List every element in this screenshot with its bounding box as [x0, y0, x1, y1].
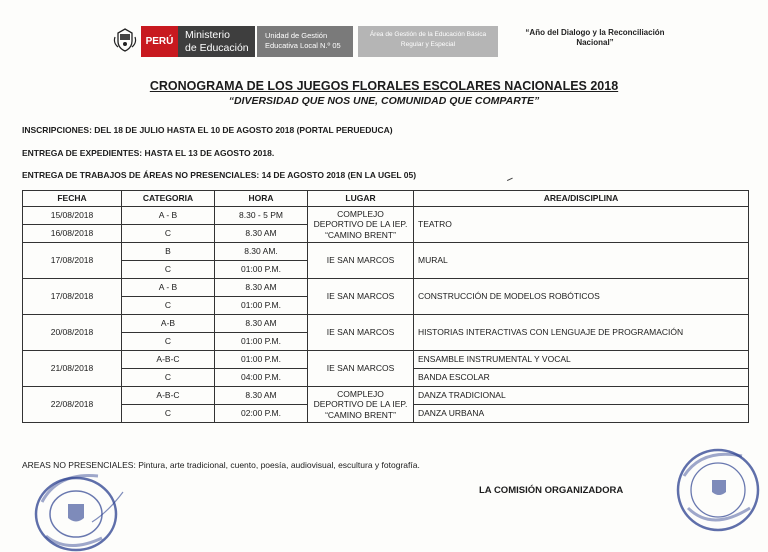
categoria-cell: C — [122, 261, 215, 279]
lugar-cell: IE SAN MARCOS — [308, 351, 414, 387]
inscripciones-info: INSCRIPCIONES: DEL 18 DE JULIO HASTA EL 10 DE AGOSTO 2018 (PORTAL PERUEDUCA) — [22, 125, 393, 135]
categoria-cell: A - B — [122, 279, 215, 297]
ministry-line-1: Ministerio — [185, 29, 230, 41]
hora-cell: 8.30 AM. — [215, 243, 308, 261]
table-header-row — [23, 191, 749, 207]
header-categoria: CATEGORIA — [122, 191, 215, 207]
categoria-cell: C — [122, 405, 215, 423]
fecha-cell: 22/08/2018 — [23, 387, 122, 423]
table-row — [23, 351, 749, 369]
lugar-cell: IE SAN MARCOS — [308, 279, 414, 315]
area-cell: CONSTRUCCIÓN DE MODELOS ROBÓTICOS — [414, 279, 749, 315]
expedientes-info: ENTREGA DE EXPEDIENTES: HASTA EL 13 DE AGOSTO 2018. — [22, 148, 275, 158]
area-cell: DANZA TRADICIONAL — [414, 387, 749, 405]
ugel-stamp-icon — [672, 442, 762, 536]
categoria-cell: B — [122, 243, 215, 261]
areas-note-text: Pintura, arte tradicional, cuento, poesía, audiovisual, escultura y fotografía. — [135, 460, 420, 470]
hora-cell: 8.30 AM — [215, 387, 308, 405]
ministry-label — [178, 26, 255, 57]
hora-cell: 8.30 AM — [215, 315, 308, 333]
categoria-cell: C — [122, 225, 215, 243]
categoria-cell: A-B-C — [122, 387, 215, 405]
ugel-line-2: Educativa Local N.º 05 — [265, 41, 341, 50]
area-cell: MURAL — [414, 243, 749, 279]
header-hora: HORA — [215, 191, 308, 207]
fecha-cell: 17/08/2018 — [23, 279, 122, 315]
lugar-cell: IE SAN MARCOS — [308, 315, 414, 351]
hora-cell: 01:00 P.M. — [215, 261, 308, 279]
area-line-1: Área de Gestión de la Educación Básica — [369, 31, 487, 38]
hora-cell: 8.30 AM — [215, 225, 308, 243]
header-area: AREA/DISCIPLINA — [414, 191, 749, 207]
lugar-line: “CAMINO BRENT” — [325, 409, 396, 420]
area-cell: DANZA URBANA — [414, 405, 749, 423]
lugar-line: “CAMINO BRENT” — [325, 229, 396, 240]
categoria-cell: A - B — [122, 207, 215, 225]
area-label — [358, 26, 498, 57]
lugar-cell: IE SAN MARCOS — [308, 243, 414, 279]
hora-cell: 01:00 P.M. — [215, 297, 308, 315]
lugar-line: DEPORTIVO DE LA IEP. — [313, 399, 408, 410]
lugar-line: DEPORTIVO DE LA IEP. — [313, 219, 408, 230]
trabajos-info: ENTREGA DE TRABAJOS DE ÁREAS NO PRESENCIALES: 14 DE AGOSTO 2018 (EN LA UGEL 05) — [22, 170, 417, 180]
pen-mark — [505, 174, 513, 181]
ugel-line-1: Unidad de Gestión — [265, 31, 328, 40]
peru-label: PERÚ — [141, 26, 178, 57]
categoria-cell: C — [122, 297, 215, 315]
fecha-cell: 17/08/2018 — [23, 243, 122, 279]
coat-of-arms-icon — [112, 27, 138, 53]
ugel-label — [257, 26, 353, 57]
area-cell: ENSAMBLE INSTRUMENTAL Y VOCAL — [414, 351, 749, 369]
table-row — [23, 315, 749, 333]
categoria-cell: C — [122, 333, 215, 351]
year-motto-line-2: Nacional” — [576, 38, 614, 47]
lugar-cell — [308, 207, 414, 243]
categoria-cell: A-B — [122, 315, 215, 333]
lugar-line: COMPLEJO — [337, 388, 384, 399]
schedule-table — [22, 190, 749, 423]
hora-cell: 8.30 - 5 PM — [215, 207, 308, 225]
table-row — [23, 387, 749, 405]
area-cell: BANDA ESCOLAR — [414, 369, 749, 387]
hora-cell: 8.30 AM — [215, 279, 308, 297]
table-row — [23, 279, 749, 297]
table-row — [23, 207, 749, 225]
area-line-2: Regular y Especial — [400, 40, 456, 48]
hora-cell: 01:00 P.M. — [215, 351, 308, 369]
document-subtitle: “DIVERSIDAD QUE NOS UNE, COMUNIDAD QUE COMPARTE” — [228, 95, 540, 107]
header-fecha: FECHA — [23, 191, 122, 207]
fecha-cell: 15/08/2018 — [23, 207, 122, 225]
categoria-cell: C — [122, 369, 215, 387]
table-row — [23, 243, 749, 261]
header-lugar: LUGAR — [308, 191, 414, 207]
area-cell: HISTORIAS INTERACTIVAS CON LENGUAJE DE PROGRAMACIÓN — [414, 315, 749, 351]
fecha-cell: 16/08/2018 — [23, 225, 122, 243]
commission-signature: LA COMISIÓN ORGANIZADORA — [479, 485, 624, 496]
area-cell: TEATRO — [414, 207, 749, 243]
hora-cell: 04:00 P.M. — [215, 369, 308, 387]
lugar-cell — [308, 387, 414, 423]
areas-note-label: AREAS NO PRESENCIALES: — [22, 460, 136, 470]
year-motto — [505, 28, 685, 48]
lugar-line: COMPLEJO — [337, 208, 384, 219]
ministry-line-2: de Educación — [185, 42, 249, 54]
hora-cell: 01:00 P.M. — [215, 333, 308, 351]
fecha-cell: 20/08/2018 — [23, 315, 122, 351]
year-motto-line-1: “Año del Dialogo y la Reconciliación — [525, 28, 665, 37]
document-title: CRONOGRAMA DE LOS JUEGOS FLORALES ESCOLARES NACIONALES 2018 — [149, 79, 619, 93]
hora-cell: 02:00 P.M. — [215, 405, 308, 423]
categoria-cell: A-B-C — [122, 351, 215, 369]
fecha-cell: 21/08/2018 — [23, 351, 122, 387]
